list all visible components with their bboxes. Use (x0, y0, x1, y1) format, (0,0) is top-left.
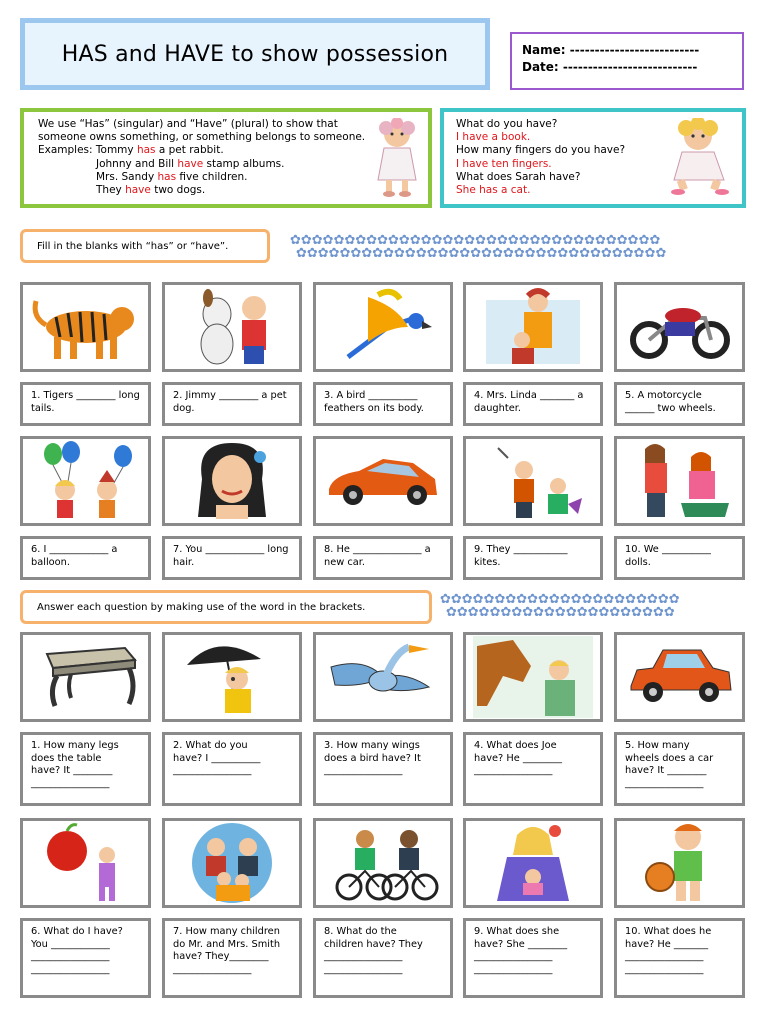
kite-kids-icon (478, 440, 588, 522)
section1-instruction (20, 229, 270, 263)
answer-line[interactable]: ________________ (625, 777, 704, 789)
qa-question-1: What do you have? (456, 118, 558, 130)
family-icon (182, 821, 282, 905)
question-line: does a bird have? It (324, 752, 421, 764)
car-icon (625, 644, 735, 710)
flower-row-bottom: ✿✿✿✿✿✿✿✿✿✿✿✿✿✿✿✿✿✿✿✿✿ (446, 605, 675, 620)
exercise-card (162, 382, 302, 426)
exercise-card (20, 382, 151, 426)
date-line[interactable]: --------------------------- (562, 60, 698, 74)
answer-line[interactable]: ________________ (474, 951, 553, 963)
exercise-card (313, 536, 453, 580)
picture-card (162, 436, 302, 526)
question-line: have? She ________ (474, 938, 568, 950)
question-card (162, 732, 302, 806)
answer-line[interactable]: ________________ (324, 951, 403, 963)
exercise-card (463, 536, 603, 580)
question-line: 2. What do you (173, 740, 248, 751)
explanation-box (20, 108, 432, 208)
qa-question-2: How many fingers do you have? (456, 144, 626, 157)
question-line: have? It ________ (31, 765, 113, 777)
rag-doll-icon (668, 118, 732, 198)
question-line: wheels does a car (625, 752, 714, 764)
picture-card (162, 818, 302, 908)
question-line: have? They________ (173, 951, 269, 963)
name-line[interactable]: -------------------------- (569, 43, 700, 57)
answer-line[interactable]: ________________ (625, 963, 704, 975)
question-line: 7. How many children (173, 926, 280, 937)
question-line: do Mr. and Mrs. Smith (173, 938, 281, 950)
question-line: children have? They (324, 938, 423, 950)
exercise-text: 1. Tigers ________ long tails. (31, 390, 140, 414)
balloon-kids-icon (31, 440, 141, 522)
question-line: 3. How many wings (324, 740, 420, 751)
flower-border-2 (440, 591, 746, 621)
question-line: You ____________ (31, 938, 110, 950)
exercise-text: 10. We __________ dolls. (625, 544, 711, 568)
question-line: have? I __________ (173, 752, 261, 764)
picture-card (20, 818, 151, 908)
exercise-card (463, 382, 603, 426)
question-line: 1. How many legs (31, 740, 119, 751)
parrot-icon (328, 287, 438, 367)
mother-daughter-icon (478, 286, 588, 368)
flower-row-top: ✿✿✿✿✿✿✿✿✿✿✿✿✿✿✿✿✿✿✿✿✿✿✿✿✿✿✿✿✿✿✿✿✿✿ (290, 233, 661, 248)
worksheet-title: HAS and HAVE to show possession (61, 41, 449, 67)
girl-doll-icon (483, 821, 583, 905)
question-line: 8. What do the (324, 926, 397, 937)
qa-answer-1: I have a book. (456, 131, 531, 144)
examples-qa-box (440, 108, 746, 208)
section2-instruction (20, 590, 432, 624)
exercise-text: 7. You ____________ long hair. (173, 544, 289, 568)
answer-line[interactable]: ________________ (625, 951, 704, 963)
answer-line[interactable]: ________________ (31, 777, 110, 789)
picture-card (313, 282, 453, 372)
picture-card (20, 632, 151, 722)
example-3: Mrs. Sandy has five children. (96, 170, 248, 183)
question-card (20, 732, 151, 806)
question-card (614, 918, 745, 998)
bird-icon (325, 637, 441, 717)
picture-card (614, 282, 745, 372)
qa-question-3: What does Sarah have? (456, 170, 581, 183)
boy-dog-icon (172, 286, 292, 368)
table-icon (31, 640, 141, 714)
exercise-text: 6. I ____________ a balloon. (31, 544, 118, 568)
question-line: 4. What does Joe (474, 740, 557, 751)
example-4: They have two dogs. (96, 184, 206, 197)
question-line: 10. What does he (625, 926, 712, 937)
sports-car-icon (323, 449, 443, 513)
motorcycle-icon (625, 292, 735, 362)
exercise-text: 4. Mrs. Linda _______ a daughter. (474, 390, 584, 414)
question-card (313, 918, 453, 998)
answer-line[interactable]: ________________ (31, 951, 110, 963)
picture-card (614, 818, 745, 908)
question-line: does the table (31, 752, 102, 764)
exercise-text: 2. Jimmy ________ a pet dog. (173, 390, 287, 414)
name-date-box (510, 32, 744, 90)
bicycles-icon (325, 823, 441, 903)
picture-card (614, 632, 745, 722)
example-2: Johnny and Bill have stamp albums. (96, 157, 285, 170)
horse-icon (473, 636, 593, 718)
picture-card (463, 436, 603, 526)
question-line: 9. What does she (474, 926, 560, 937)
question-card (313, 732, 453, 806)
flower-row-bottom: ✿✿✿✿✿✿✿✿✿✿✿✿✿✿✿✿✿✿✿✿✿✿✿✿✿✿✿✿✿✿✿✿✿✿ (296, 246, 667, 261)
exercise-text: 9. They ___________ kites. (474, 544, 568, 568)
exercise-card (313, 382, 453, 426)
example-1: Examples: Tommy has a pet rabbit. (38, 144, 224, 157)
apple-icon (31, 821, 141, 905)
exercise-card (614, 382, 745, 426)
answer-line[interactable]: ________________ (173, 963, 252, 975)
exercise-text: 8. He ______________ a new car. (324, 544, 431, 568)
flower-border-1 (290, 232, 746, 262)
exercise-card (20, 536, 151, 580)
worksheet-title-box (20, 18, 490, 90)
exercise-text: 3. A bird __________ feathers on its body. (324, 390, 424, 414)
question-card (463, 732, 603, 806)
answer-line[interactable]: ________________ (474, 963, 553, 975)
question-line: have? He ________ (474, 752, 563, 764)
question-line: 5. How many (625, 740, 690, 751)
question-card (614, 732, 745, 806)
section2-instruction-text: Answer each question by making use of the word in the brackets. (37, 601, 366, 613)
question-card (463, 918, 603, 998)
answer-line[interactable]: ________________ (324, 765, 403, 777)
picture-card (463, 818, 603, 908)
picture-card (20, 282, 151, 372)
basketball-icon (630, 821, 730, 905)
girls-dolls-icon (625, 439, 735, 523)
question-card (162, 918, 302, 998)
picture-card (614, 436, 745, 526)
picture-card (463, 632, 603, 722)
doll-icon (376, 118, 418, 198)
explanation-line-2: someone owns something, or something belongs to someone. (38, 131, 366, 144)
question-line: have? It ________ (625, 765, 707, 777)
qa-answer-3: She has a cat. (456, 184, 531, 197)
answer-line[interactable]: ________________ (324, 963, 403, 975)
exercise-card (614, 536, 745, 580)
explanation-line-1: We use “Has” (singular) and “Have” (plural) to show that (38, 118, 338, 130)
exercise-card (162, 536, 302, 580)
woman-long-hair-icon (182, 439, 282, 523)
exercise-text: 5. A motorcycle ______ two wheels. (625, 390, 716, 414)
tiger-icon (26, 287, 146, 367)
section1-instruction-text: Fill in the blanks with “has” or “have”. (37, 240, 229, 252)
picture-card (313, 818, 453, 908)
picture-card (313, 632, 453, 722)
picture-card (162, 282, 302, 372)
question-line: have? He _______ (625, 938, 709, 950)
picture-card (463, 282, 603, 372)
umbrella-icon (177, 635, 287, 719)
picture-card (20, 436, 151, 526)
answer-line[interactable]: ________________ (474, 765, 553, 777)
date-label: Date: (522, 60, 559, 74)
question-card (20, 918, 151, 998)
qa-answer-2: I have ten fingers. (456, 157, 552, 170)
answer-line[interactable]: ________________ (173, 765, 252, 777)
name-label: Name: (522, 43, 566, 57)
picture-card (313, 436, 453, 526)
flower-row-top: ✿✿✿✿✿✿✿✿✿✿✿✿✿✿✿✿✿✿✿✿✿✿ (440, 592, 680, 607)
picture-card (162, 632, 302, 722)
question-line: 6. What do I have? (31, 926, 123, 937)
answer-line[interactable]: ________________ (31, 963, 110, 975)
